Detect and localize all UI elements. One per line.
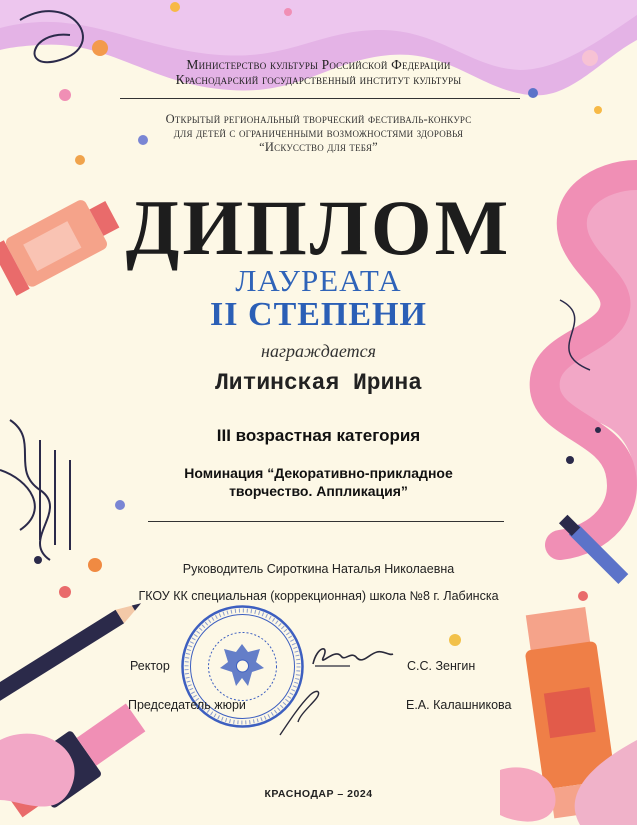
- institute-line: Краснодарский государственный институт культуры: [175, 72, 462, 87]
- dot-shape: [92, 40, 108, 56]
- laureate-label: ЛАУРЕАТА: [235, 263, 402, 298]
- ministry-line: Министерство культуры Российской Федерации: [186, 57, 451, 72]
- jury-chair-signature: [270, 680, 340, 740]
- dot-shape: [449, 634, 461, 646]
- dot-shape: [566, 456, 574, 464]
- dot-shape: [59, 89, 71, 101]
- rector-signature: [305, 636, 395, 676]
- city-year: КРАСНОДАР – 2024: [264, 788, 373, 800]
- diploma-title: ДИПЛОМ: [125, 184, 512, 271]
- degree-label: II СТЕПЕНИ: [210, 296, 427, 333]
- ministry-header: [0, 57, 637, 87]
- recipient-name: Литинская Ирина: [214, 370, 423, 396]
- header-rule: [120, 98, 520, 99]
- nomination-line: Номинация “Декоративно-прикладное: [184, 465, 453, 481]
- nomination: [0, 464, 637, 500]
- awarded-label: награждается: [261, 341, 376, 361]
- paint-tube-shape: [544, 687, 596, 738]
- dot-shape: [528, 88, 538, 98]
- rector-title: Ректор: [130, 659, 170, 673]
- divider: [148, 521, 504, 522]
- festival-line: Открытый региональный творческий фестиваль-конкурс: [165, 112, 472, 126]
- dot-shape: [115, 500, 125, 510]
- dot-shape: [75, 155, 85, 165]
- jury-chair-title: Председатель жюри: [128, 698, 246, 712]
- jury-chair-name: Е.А. Калашникова: [406, 698, 512, 712]
- festival-name: “Искусство для тебя”: [259, 140, 378, 154]
- rector-name: С.С. Зенгин: [407, 659, 476, 673]
- festival-line: для детей с ограниченными возможностями здоровья: [173, 126, 464, 140]
- dot-shape: [170, 2, 180, 12]
- nomination-line: творчество. Аппликация”: [229, 483, 408, 499]
- pencil-shape: [0, 610, 124, 714]
- festival-header: [0, 112, 637, 154]
- school-line: ГКОУ КК специальная (коррекционная) школа №8 г. Лабинска: [138, 589, 499, 603]
- supervisor-line: Руководитель Сироткина Наталья Николаевна: [182, 562, 455, 576]
- age-category: III возрастная категория: [216, 426, 421, 445]
- dot-shape: [284, 8, 292, 16]
